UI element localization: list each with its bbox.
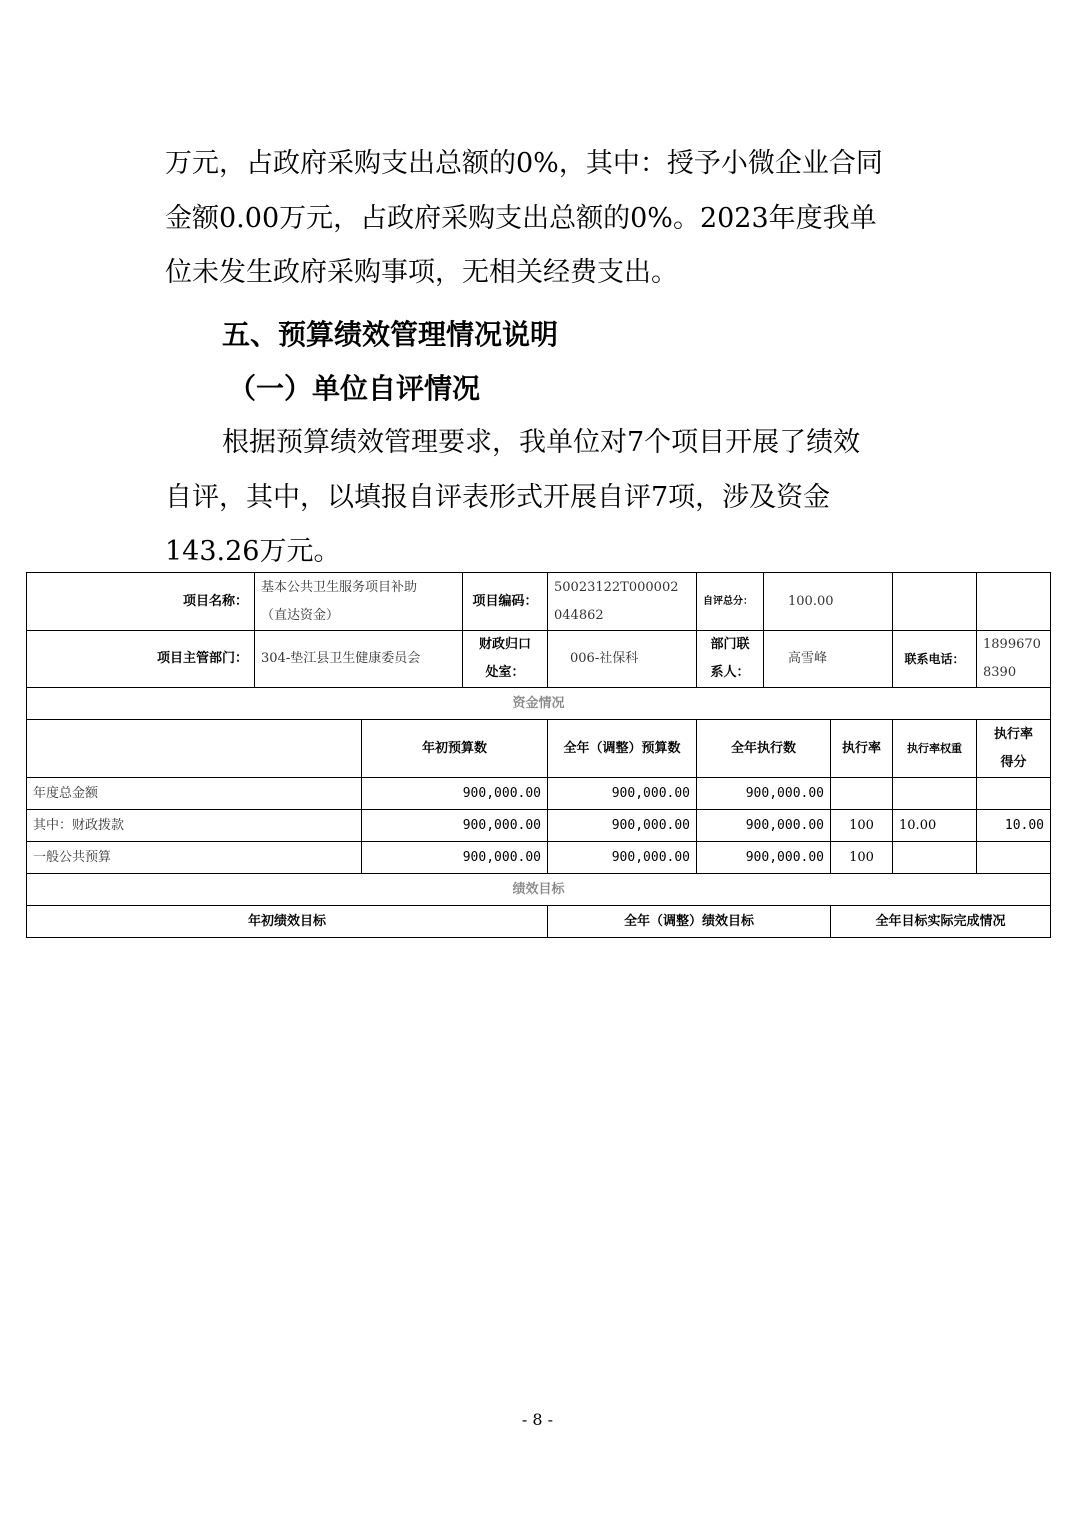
row-rate: 100 [831, 842, 893, 874]
empty-cell [893, 573, 977, 631]
performance-self-evaluation-table [26, 572, 1051, 938]
row-score [977, 778, 1051, 810]
row-score [977, 842, 1051, 874]
row-executed: 900,000.00 [697, 810, 831, 842]
funds-section-title: 资金情况 [27, 688, 1051, 720]
table-row [27, 874, 1051, 906]
row-adjusted: 900,000.00 [548, 778, 697, 810]
row-label: 年度总金额 [27, 778, 362, 810]
dept-label: 项目主管部门： [27, 631, 255, 688]
row-adjusted: 900,000.00 [548, 842, 697, 874]
self-score-value: 100.00 [764, 573, 893, 631]
body-line: 143.26万元。 [165, 536, 341, 567]
row-label: 其中：财政拨款 [27, 810, 362, 842]
row-weight: 10.00 [893, 810, 977, 842]
col-rate: 执行率 [831, 720, 893, 778]
table-row [27, 573, 1051, 631]
intro-line: 位未发生政府采购事项，无相关经费支出。 [165, 257, 678, 288]
phone-label: 联系电话： [893, 631, 977, 688]
row-initial: 900,000.00 [362, 810, 548, 842]
row-initial: 900,000.00 [362, 778, 548, 810]
section-heading: 五、预算绩效管理情况说明 [222, 318, 559, 351]
section-subheading: （一）单位自评情况 [228, 372, 481, 405]
body-line: 根据预算绩效管理要求，我单位对7个项目开展了绩效 [222, 427, 861, 458]
perf-section-title: 绩效目标 [27, 874, 1051, 906]
contact-label: 部门联 系人： [697, 631, 764, 688]
table-row [27, 810, 1051, 842]
office-value: 006-社保科 [548, 631, 697, 688]
intro-line: 金额0.00万元，占政府采购支出总额的0%。2023年度我单 [165, 203, 877, 234]
col-adjusted-budget: 全年（调整）预算数 [548, 720, 697, 778]
col-executed: 全年执行数 [697, 720, 831, 778]
row-adjusted: 900,000.00 [548, 810, 697, 842]
project-name-label: 项目名称： [27, 573, 255, 631]
col-perf-initial: 年初绩效目标 [27, 906, 548, 938]
row-score: 10.00 [977, 810, 1051, 842]
table-row [27, 778, 1051, 810]
row-weight [893, 842, 977, 874]
row-executed: 900,000.00 [697, 842, 831, 874]
table-header-row [27, 720, 1051, 778]
table-row [27, 631, 1051, 688]
row-executed: 900,000.00 [697, 778, 831, 810]
phone-value: 1899670 8390 [977, 631, 1051, 688]
col-perf-actual: 全年目标实际完成情况 [831, 906, 1051, 938]
table-row [27, 688, 1051, 720]
self-score-label: 自评总分： [697, 573, 764, 631]
intro-line: 万元，占政府采购支出总额的0%，其中：授予小微企业合同 [165, 148, 883, 179]
row-rate: 100 [831, 810, 893, 842]
empty-cell [27, 720, 362, 778]
col-score: 执行率 得分 [977, 720, 1051, 778]
row-initial: 900,000.00 [362, 842, 548, 874]
body-line: 自评，其中，以填报自评表形式开展自评7项，涉及资金 [165, 482, 831, 513]
col-initial-budget: 年初预算数 [362, 720, 548, 778]
row-label: 一般公共预算 [27, 842, 362, 874]
table-row [27, 842, 1051, 874]
page-number: - 8 - [521, 1410, 554, 1429]
contact-value: 高雪峰 [764, 631, 893, 688]
project-code-value: 50023122T000002 044862 [548, 573, 697, 631]
project-code-label: 项目编码： [463, 573, 548, 631]
col-perf-adjusted: 全年（调整）绩效目标 [548, 906, 831, 938]
col-weight: 执行率权重 [893, 720, 977, 778]
row-rate [831, 778, 893, 810]
project-name-value: 基本公共卫生服务项目补助 （直达资金） [255, 573, 463, 631]
row-weight [893, 778, 977, 810]
dept-value: 304-垫江县卫生健康委员会 [255, 631, 463, 688]
empty-cell [977, 573, 1051, 631]
table-header-row [27, 906, 1051, 938]
office-label: 财政归口 处室： [463, 631, 548, 688]
